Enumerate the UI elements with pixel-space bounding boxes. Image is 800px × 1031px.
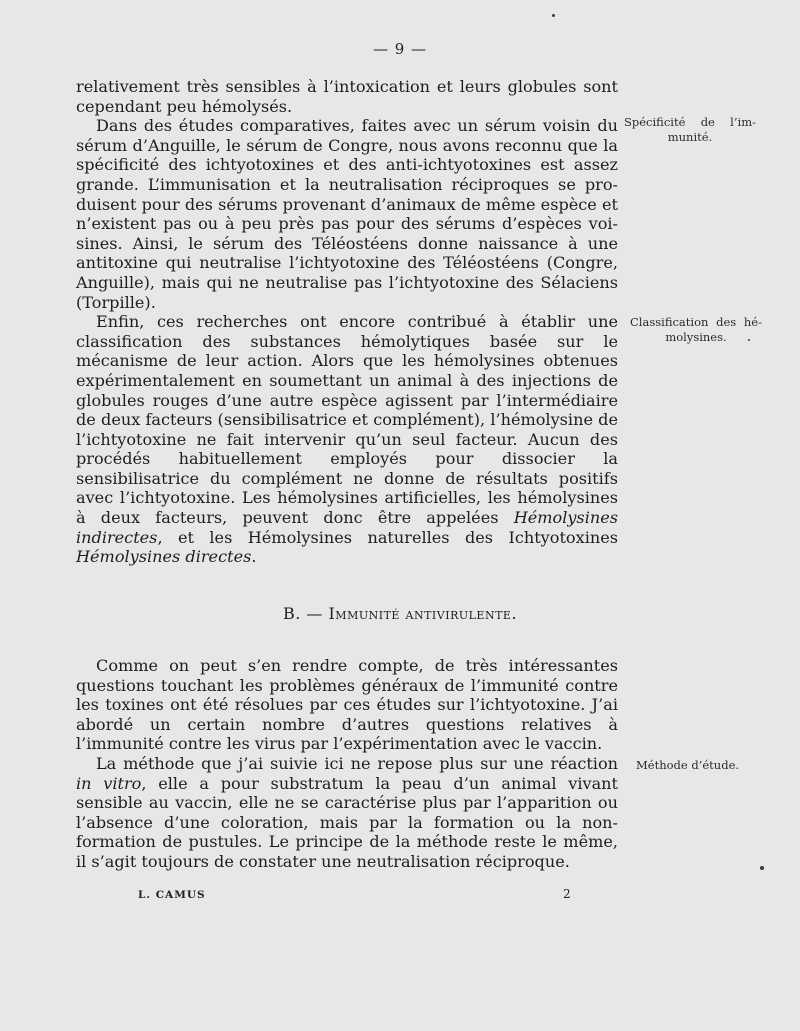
body-text-bottom [76, 656, 618, 872]
margin-note-line: Classification des hé- [630, 315, 762, 329]
paragraph: relativement très sensibles à l’intoxication et leurs globules sont cependant peu hémolysés. [76, 77, 618, 116]
margin-note-methode: Méthode d’étude. [636, 758, 740, 772]
margin-note-line: munité. [667, 130, 713, 144]
footer-author: L. CAMUS [138, 889, 206, 901]
margin-note-specificite [624, 115, 756, 145]
paragraph: La méthode que j’ai suivie ici ne repose plus sur une réaction in vitro, elle a pour substratum la peau d’un animal vivant sensible au vaccin, elle ne se caractérise plus par l’apparition ou l’absence d’une coloration, mais par la formation ou la non-formation de pustules. Le principe de la méthode reste le même, il s’agit toujours de constater une neutralisation réciproque. [76, 753, 618, 871]
margin-note-line: Spécificité de l’im- [624, 115, 756, 129]
paper-speck [552, 14, 555, 17]
margin-note-line: molysines. [665, 330, 727, 344]
body-text-top [76, 77, 618, 567]
paragraph: Enfin, ces recherches ont encore contribué à établir une classification des substances hémolytiques basée sur le mécanisme de leur action. Alors que les hémolysines obtenues expérimentalement en soumettant un animal à des injections de globules rouges d’une autre espèce agissent par l’intermédiaire de deux facteurs (sensibilisatrice et complément), l’hémolysine de l’ichtyotoxine ne fait intervenir qu’un seul facteur. Aucun des procédés habituellement employés pour dissocier la sensibilisatrice du complément ne donne de résultats positifs avec l’ichtyotoxine. Les hémolysines artificielles, les hémolysines à deux facteurs, peuvent donc être appelées Hémolysines indirectes, et les Hémolysines naturelles des Ichtyotoxines Hémolysines directes. [76, 312, 618, 567]
paragraph: Comme on peut s’en rendre compte, de très intéressantes questions touchant les problèmes généraux de l’immunité contre les toxines ont été résolues par ces études sur l’ichtyotoxine. J’ai abordé un certain nombre d’autres questions relatives à l’immunité contre les virus par l’expérimentation avec le vaccin. [76, 656, 618, 754]
margin-note-classification [630, 315, 762, 345]
footer-signature-mark: 2 [563, 887, 571, 901]
paper-speck [760, 866, 764, 870]
page-number: — 9 — [372, 40, 428, 58]
paragraph: Dans des études comparatives, faites avec un sérum voisin du sérum d’Anguille, le sérum de Congre, nous avons reconnu que la spécificité des ichtyotoxines et des anti-ichtyotoxines est assez grande. L’immunisation et la neutralisation réciproques se produisent pour des sérums provenant d’animaux de même espèce et n’existent pas ou à peu près pas pour des sérums d’espèces voisines. Ainsi, le sérum des Téléostéens donne naissance à une antitoxine qui neutralise l’ichtyotoxine des Téléostéens (Congre, Anguille), mais qui ne neutralise pas l’ichtyotoxine des Sélaciens (Torpille). [76, 116, 618, 312]
section-title: B. — Immunité antivirulente. [282, 604, 518, 623]
paper-speck [748, 339, 750, 341]
